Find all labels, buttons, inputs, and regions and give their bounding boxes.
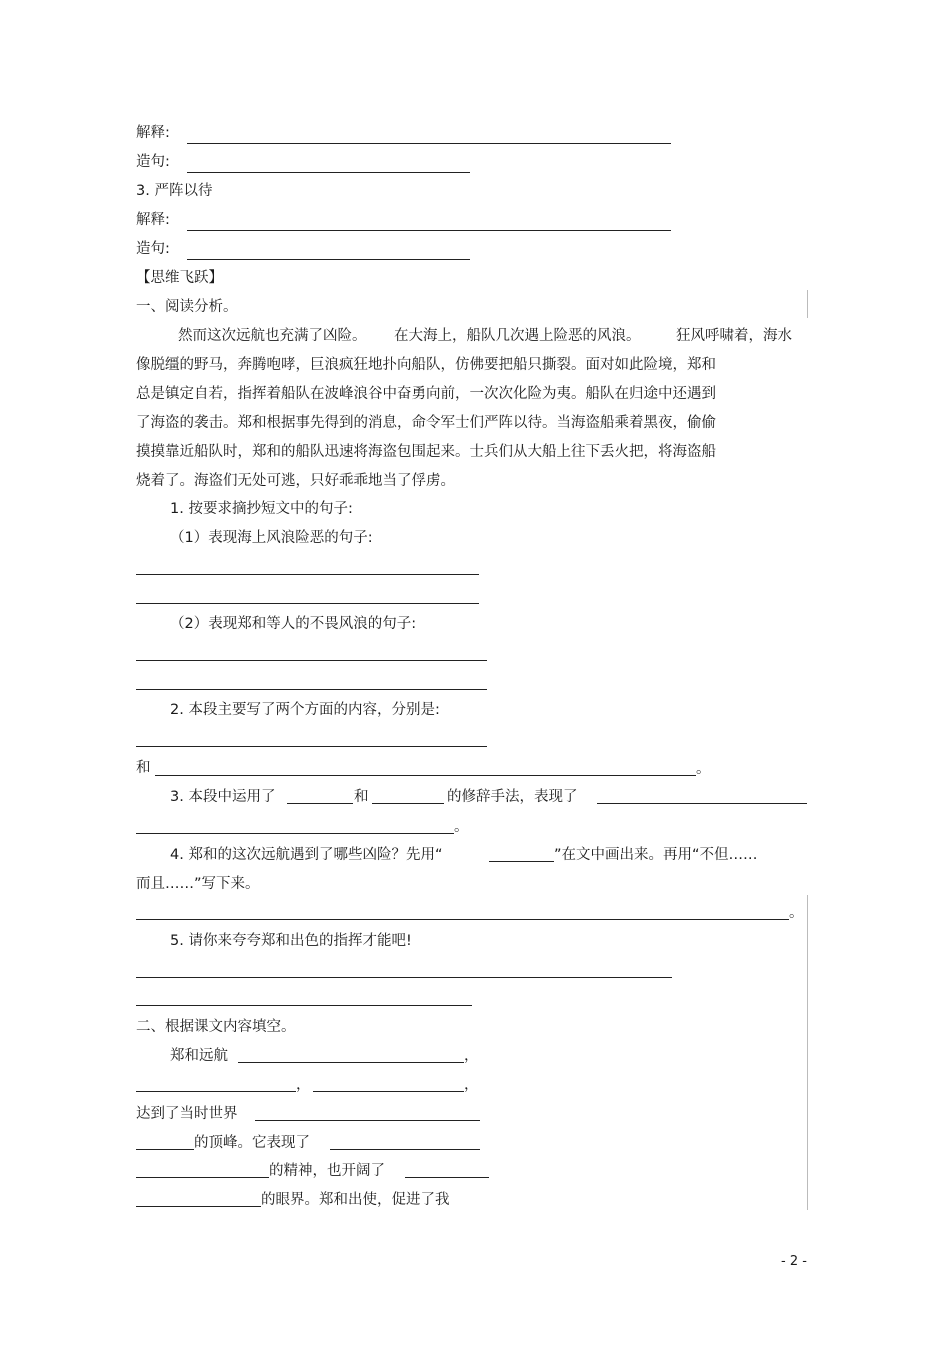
answer-line[interactable] xyxy=(187,230,671,231)
zaoju-label-1: 造句: xyxy=(136,154,170,170)
question-2-and: 和 xyxy=(136,760,151,776)
question-2: 2. 本段主要写了两个方面的内容，分别是: xyxy=(170,702,440,718)
answer-blank[interactable] xyxy=(136,1206,261,1207)
question-4-end: 。 xyxy=(789,905,804,921)
question-5: 5. 请你来夸夸郑和出色的指挥才能吧! xyxy=(170,933,412,949)
answer-line[interactable] xyxy=(187,259,470,260)
answer-blank[interactable] xyxy=(136,1091,296,1092)
question-4-part-b: ”在文中画出来。再用“不但…… xyxy=(554,847,758,863)
zaoju-label-2: 造句: xyxy=(136,241,170,257)
question-3-part-a: 3. 本段中运用了 xyxy=(170,789,276,805)
fill-comma: ， xyxy=(464,1048,479,1064)
answer-line[interactable] xyxy=(136,919,789,920)
page-number: - 2 - xyxy=(781,1254,807,1269)
part1-title: 一、阅读分析。 xyxy=(136,299,238,315)
passage-line: 然而这次远航也充满了凶险。 xyxy=(178,328,367,344)
question-4-part-a: 4. 郑和的这次远航遇到了哪些凶险？先用“ xyxy=(170,847,443,863)
fill-line-1: 郑和远航 xyxy=(170,1048,228,1064)
answer-blank[interactable] xyxy=(136,1177,269,1178)
fill-line-4: 的顶峰。它表现了 xyxy=(194,1135,310,1151)
fill-comma: ， xyxy=(464,1077,479,1093)
answer-line[interactable] xyxy=(136,833,454,834)
answer-line[interactable] xyxy=(136,746,487,747)
jieshi-label-1: 解释: xyxy=(136,125,170,141)
answer-line[interactable] xyxy=(155,775,696,776)
answer-blank[interactable] xyxy=(330,1149,480,1150)
question-4-part-c: 而且……”写下来。 xyxy=(136,876,260,892)
item-3-title: 3. 严阵以待 xyxy=(136,183,213,199)
answer-blank[interactable] xyxy=(238,1062,464,1063)
passage-line: 像脱缰的野马，奔腾咆哮，巨浪疯狂地扑向船队，仿佛要把船只撕裂。面对如此险境，郑和 xyxy=(136,357,716,373)
answer-blank[interactable] xyxy=(255,1120,480,1121)
question-3-and: 和 xyxy=(354,789,369,805)
passage-line: 了海盗的袭击。郑和根据事先得到的消息，命令军士们严阵以待。当海盗船乘着黑夜，偷偷 xyxy=(136,415,716,431)
fill-line-3: 达到了当时世界 xyxy=(136,1106,238,1122)
answer-line[interactable] xyxy=(187,172,470,173)
section-heading: 【思维飞跃】 xyxy=(136,270,223,286)
answer-blank[interactable] xyxy=(405,1177,489,1178)
answer-line[interactable] xyxy=(136,603,479,604)
answer-blank[interactable] xyxy=(136,1149,194,1150)
answer-blank[interactable] xyxy=(372,803,444,804)
answer-blank[interactable] xyxy=(489,861,554,862)
answer-line[interactable] xyxy=(136,574,479,575)
answer-line[interactable] xyxy=(136,1005,472,1006)
passage-line: 总是镇定自若，指挥着船队在波峰浪谷中奋勇向前，一次次化险为夷。船队在归途中还遇到 xyxy=(136,386,716,402)
question-1-1: （1）表现海上风浪险恶的句子: xyxy=(170,530,373,546)
passage-line: 在大海上，船队几次遇上险恶的风浪。 xyxy=(394,328,641,344)
question-2-end: 。 xyxy=(696,761,711,777)
fill-comma: ， xyxy=(296,1077,311,1093)
margin-bar xyxy=(807,290,808,318)
answer-line[interactable] xyxy=(136,660,487,661)
answer-line[interactable] xyxy=(136,977,672,978)
fill-line-5: 的精神，也开阔了 xyxy=(269,1163,385,1179)
passage-line: 烧着了。海盗们无处可逃，只好乖乖地当了俘虏。 xyxy=(136,473,455,489)
margin-bar xyxy=(807,895,808,1210)
answer-line[interactable] xyxy=(187,143,671,144)
fill-line-6: 的眼界。郑和出使，促进了我 xyxy=(261,1192,450,1208)
question-1-2: （2）表现郑和等人的不畏风浪的句子: xyxy=(170,616,417,632)
answer-blank[interactable] xyxy=(287,803,353,804)
question-3-part-b: 的修辞手法，表现了 xyxy=(447,789,578,805)
part2-title: 二、根据课文内容填空。 xyxy=(136,1019,296,1035)
question-1: 1. 按要求摘抄短文中的句子: xyxy=(170,501,353,517)
answer-blank[interactable] xyxy=(313,1091,464,1092)
jieshi-label-2: 解释: xyxy=(136,212,170,228)
answer-blank[interactable] xyxy=(597,803,807,804)
question-3-end: 。 xyxy=(454,819,469,835)
passage-line: 狂风呼啸着，海水 xyxy=(676,328,792,344)
passage-line: 摸摸靠近船队时，郑和的船队迅速将海盗包围起来。士兵们从大船上往下丢火把，将海盗船 xyxy=(136,444,716,460)
answer-line[interactable] xyxy=(136,689,487,690)
